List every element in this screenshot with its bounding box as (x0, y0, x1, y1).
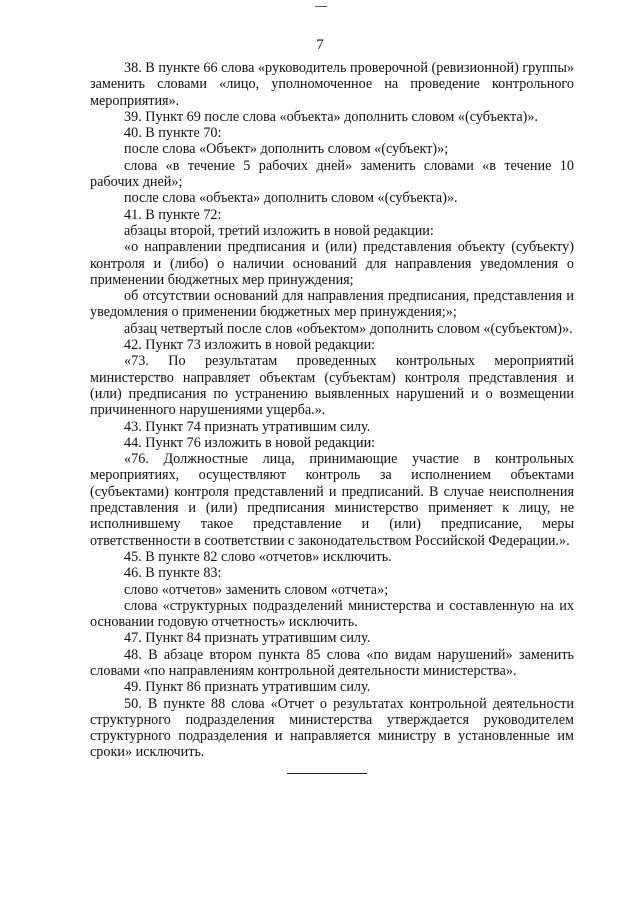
paragraph-41-b: «о направлении предписания и (или) представления объекту (субъекту) контроля и (либо) о наличии оснований для направления уведомления о применении бюджетных мер принуждения; (90, 239, 574, 288)
page-number: 7 (316, 37, 324, 53)
paragraph-40-a: после слова «Объект» дополнить словом «(субъект)»; (124, 141, 449, 158)
end-separator-line (287, 773, 367, 774)
paragraph-46-a: слово «отчетов» заменить словом «отчета»; (124, 581, 389, 598)
paragraph-43: 43. Пункт 74 признать утратившим силу. (124, 418, 371, 435)
paragraph-47: 47. Пункт 84 признать утратившим силу. (124, 630, 371, 647)
paragraph-44-a: «76. Должностные лица, принимающие участие в контрольных мероприятиях, осуществляют контроль за исполнением объектами (субъектами) контроля представлений и предписаний. В случае неисполнения представления и (или) предписания министерство применяет к лицу, не исполнившему такое представление и (или) предписание, меры ответственности в соответствии с законодательством Российской Федерации.». (90, 451, 574, 549)
paragraph-50: 50. В пункте 88 слова «Отчет о результатах контрольной деятельности структурного подразделения министерства утверждается руководителем структурного подразделения и направляется министру в установленные им сроки» исключить. (90, 695, 574, 761)
paragraph-40: 40. В пункте 70: (124, 125, 222, 142)
document-body (90, 60, 574, 761)
paragraph-38: 38. В пункте 66 слова «руководитель проверочной (ревизионной) группы» заменить словами «лицо, уполномоченное на проведение контрольного мероприятия». (90, 60, 574, 109)
paragraph-41-d: абзац четвертый после слов «объектом» дополнить словом «(субъектом)». (124, 320, 573, 337)
paragraph-40-c: после слова «объекта» дополнить словом «(субъекта)». (124, 190, 458, 207)
paragraph-42: 42. Пункт 73 изложить в новой редакции: (124, 337, 376, 354)
top-mark (315, 6, 327, 7)
paragraph-39: 39. Пункт 69 после слова «объекта» дополнить словом «(субъекта)». (124, 108, 538, 125)
paragraph-48: 48. В абзаце втором пункта 85 слова «по видам нарушений» заменить словами «по направлениям контрольной деятельности министерства». (90, 646, 574, 679)
paragraph-41-a: абзацы второй, третий изложить в новой редакции: (124, 222, 434, 239)
paragraph-45: 45. В пункте 82 слово «отчетов» исключить. (124, 548, 392, 565)
paragraph-42-a: «73. По результатам проведенных контрольных мероприятий министерство направляет объектам (субъектам) контроля представления и (или) предписания по устранению выявленных нарушений и о возмещении причиненного нарушениями ущерба.». (90, 353, 574, 419)
paragraph-44: 44. Пункт 76 изложить в новой редакции: (124, 434, 376, 451)
paragraph-41: 41. В пункте 72: (124, 206, 222, 223)
paragraph-46-b: слова «структурных подразделений министерства и составленную на их основании годовую отчетность» исключить. (90, 597, 574, 631)
paragraph-46: 46. В пункте 83: (124, 565, 222, 582)
paragraph-49: 49. Пункт 86 признать утратившим силу. (124, 679, 371, 696)
paragraph-40-b: слова «в течение 5 рабочих дней» заменить словами «в течение 10 рабочих дней»; (90, 157, 574, 191)
paragraph-41-c: об отсутствии оснований для направления предписания, представления и уведомления о применении бюджетных мер принуждения;»; (90, 288, 574, 321)
